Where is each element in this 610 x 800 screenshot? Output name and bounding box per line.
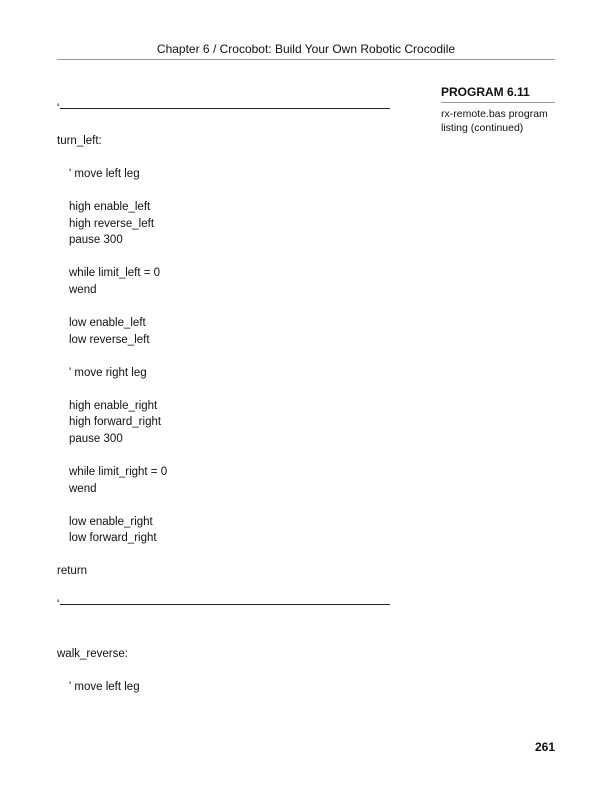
blank-line	[57, 381, 397, 398]
blank-line	[57, 663, 397, 680]
code-line: walk_reverse:	[57, 648, 128, 661]
code-line: turn_left:	[57, 135, 102, 148]
blank-line	[57, 117, 397, 134]
blank-line	[57, 183, 397, 200]
code-line: while limit_right = 0	[69, 466, 168, 479]
chapter-title: Chapter 6 / Crocobot: Build Your Own Robotic Crocodile	[156, 42, 456, 56]
code-line: high enable_left	[69, 201, 151, 214]
code-line: low enable_right	[69, 515, 153, 528]
blank-line	[57, 447, 397, 464]
program-sidebar	[441, 85, 555, 135]
comment-rule-mark: '	[57, 103, 60, 115]
code-line: low forward_right	[69, 532, 157, 545]
comment-rule	[57, 100, 397, 117]
code-line: while limit_left = 0	[69, 267, 161, 280]
code-line: high forward_right	[69, 416, 162, 429]
code-line: return	[57, 565, 88, 578]
code-comment-line: ' move right leg	[69, 366, 147, 379]
blank-line	[57, 547, 397, 564]
running-header	[57, 42, 555, 60]
program-label: PROGRAM 6.11	[441, 85, 555, 103]
code-line: low reverse_left	[69, 333, 150, 346]
code-line: high enable_right	[69, 399, 158, 412]
code-line: pause 300	[69, 432, 123, 445]
page-number: 261	[534, 740, 555, 754]
caption-line-2: listing (continued)	[441, 122, 524, 134]
program-caption	[441, 107, 555, 135]
blank-line	[57, 580, 397, 597]
code-comment-line: ' move left leg	[69, 681, 140, 694]
blank-line	[57, 348, 397, 365]
comment-rule-mark: '	[57, 599, 60, 612]
code-line: low enable_left	[69, 317, 146, 330]
code-comment-line: ' move left leg	[69, 168, 140, 181]
comment-rule-bar	[60, 604, 390, 605]
blank-line	[57, 497, 397, 514]
caption-line-1: rx-remote.bas program	[441, 108, 548, 120]
code-listing	[57, 100, 397, 696]
code-line: wend	[69, 482, 97, 495]
blank-line	[57, 613, 397, 630]
blank-line	[57, 299, 397, 316]
code-line: pause 300	[69, 234, 123, 247]
code-line: wend	[69, 284, 97, 297]
code-line: high reverse_left	[69, 217, 155, 230]
blank-line	[57, 249, 397, 266]
comment-rule-bar	[60, 108, 390, 109]
blank-line	[57, 150, 397, 167]
comment-rule	[57, 596, 397, 613]
blank-line	[57, 630, 397, 647]
